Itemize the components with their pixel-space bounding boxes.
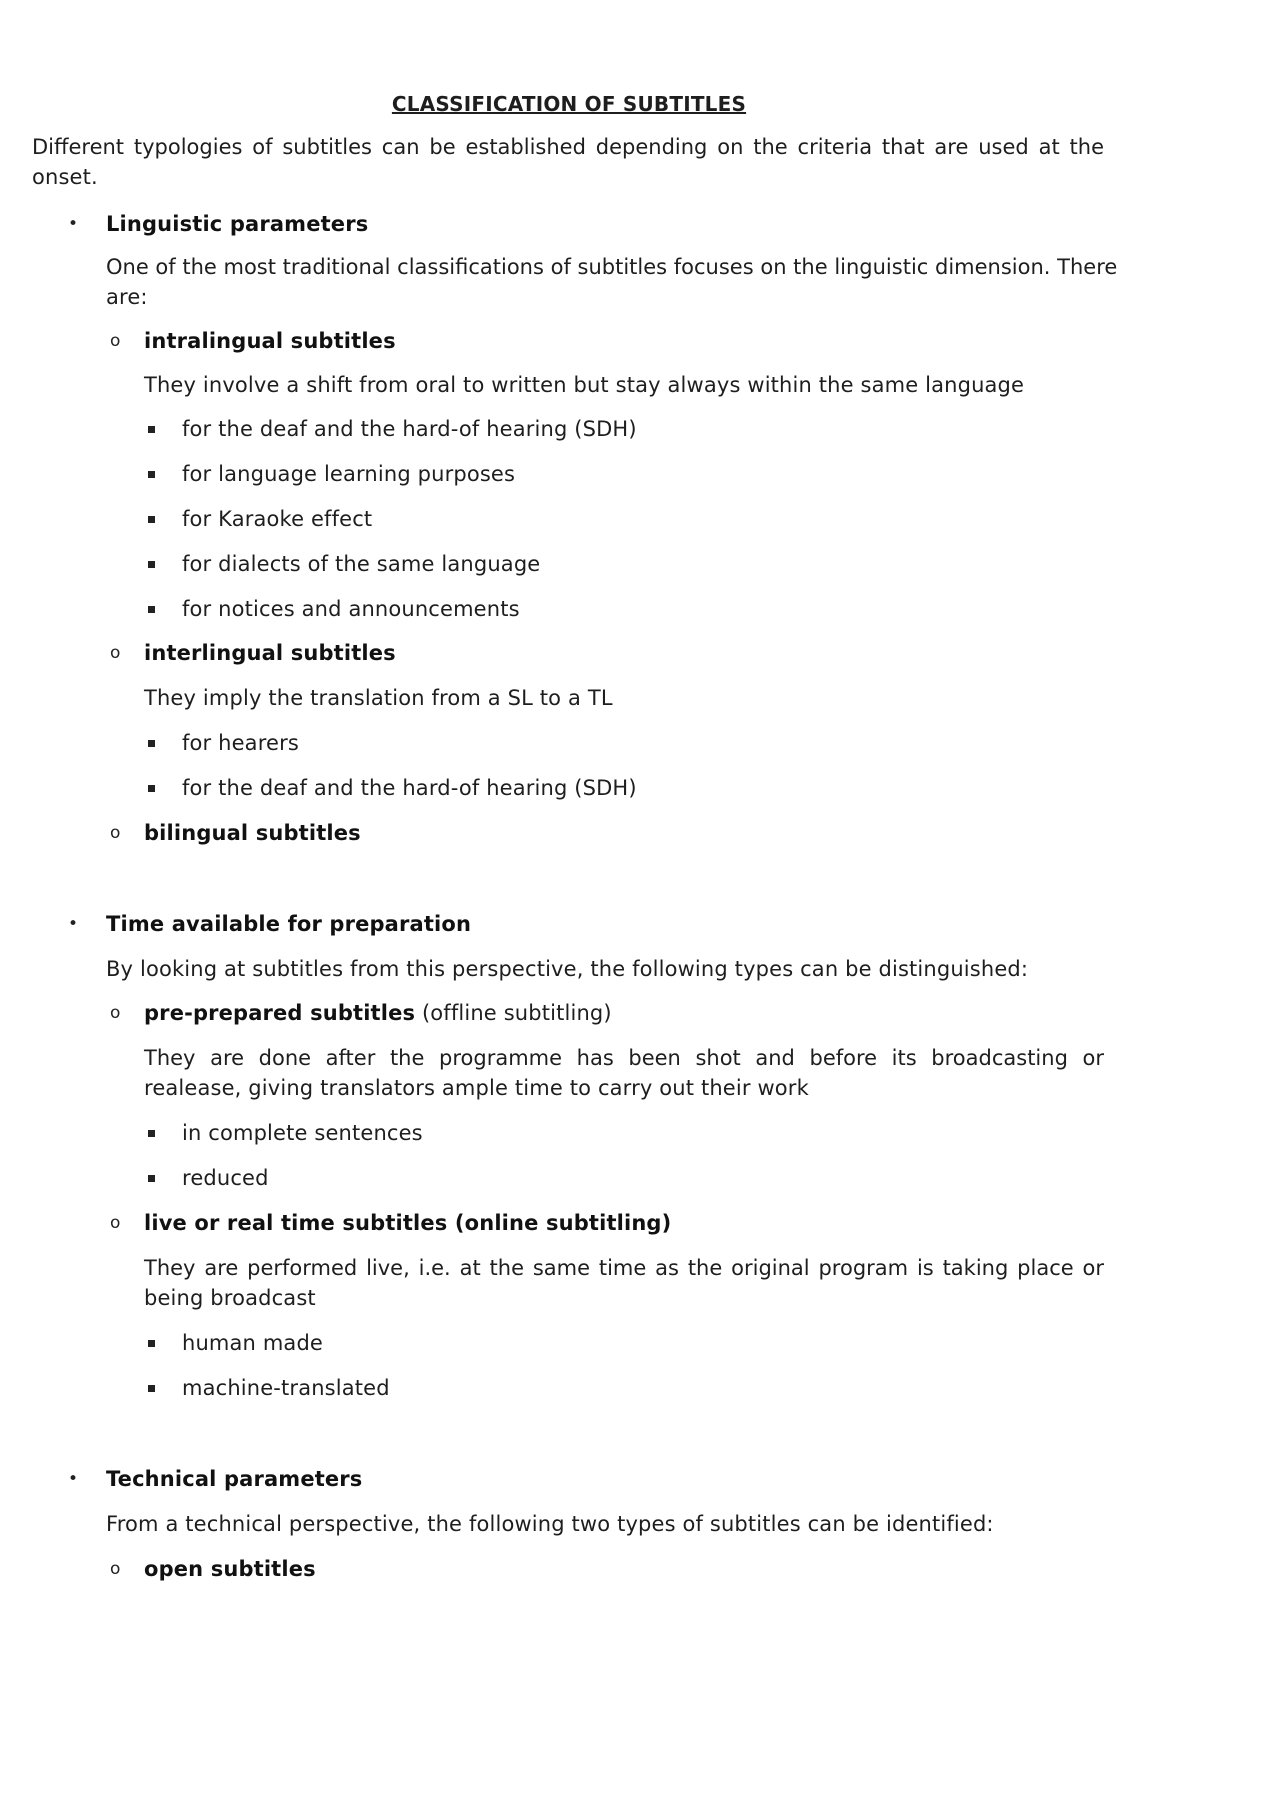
square-bullet (148, 1118, 155, 1148)
list-item: for the deaf and the hard-of hearing (SDH) (182, 776, 637, 800)
sub-description: They imply the translation from a SL to a TL (144, 686, 613, 710)
sub-heading-preprepared (144, 998, 612, 1028)
circle-marker: o (110, 1003, 121, 1023)
list-item: for notices and announcements (182, 597, 520, 621)
list-item: in complete sentences (182, 1121, 423, 1145)
section-intro-line-1: From a technical perspective, the following two types of subtitles can be identified: (106, 1512, 994, 1536)
square-bullet (148, 1328, 155, 1358)
sub-heading-note: (offline subtitling) (421, 1001, 612, 1025)
square-bullet (148, 414, 155, 444)
sub-heading-bilingual: bilingual subtitles (144, 821, 361, 845)
bullet-marker: • (68, 914, 79, 934)
square-bullet (148, 728, 155, 758)
section-intro-line-1: By looking at subtitles from this perspective, the following types can be distinguished: (106, 957, 1029, 981)
sub-heading-open: open subtitles (144, 1557, 316, 1581)
circle-marker: o (110, 1213, 121, 1233)
list-item: for hearers (182, 731, 299, 755)
square-bullet (148, 1163, 155, 1193)
sub-heading-intralingual: intralingual subtitles (144, 329, 396, 353)
section-heading-time: Time available for preparation (106, 912, 472, 936)
circle-marker: o (110, 1559, 121, 1579)
list-item: reduced (182, 1166, 269, 1190)
circle-marker: o (110, 823, 121, 843)
square-bullet (148, 594, 155, 624)
square-bullet (148, 1373, 155, 1403)
list-item: for the deaf and the hard-of hearing (SDH) (182, 417, 637, 441)
square-bullet (148, 504, 155, 534)
square-bullet (148, 773, 155, 803)
intro-line-2: onset. (32, 165, 98, 189)
intro-line-1: Different typologies of subtitles can be established depending on the criteria that are used at the (32, 135, 1104, 159)
bullet-marker: • (68, 214, 79, 234)
section-intro-line-2: are: (106, 285, 148, 309)
list-item: for Karaoke effect (182, 507, 373, 531)
bullet-marker: • (68, 1469, 79, 1489)
sub-description-line-2: being broadcast (144, 1286, 316, 1310)
section-heading-technical: Technical parameters (106, 1467, 363, 1491)
section-intro-line-1: One of the most traditional classifications of subtitles focuses on the linguistic dimension. There (106, 255, 1118, 279)
sub-heading-interlingual: interlingual subtitles (144, 641, 396, 665)
page-title: CLASSIFICATION OF SUBTITLES (391, 92, 747, 116)
sub-heading-live: live or real time subtitles (online subtitling) (144, 1211, 672, 1235)
sub-description: They involve a shift from oral to written but stay always within the same language (144, 373, 1025, 397)
sub-description-line-1: They are done after the programme has been shot and before its broadcasting or (144, 1046, 1104, 1070)
circle-marker: o (110, 643, 121, 663)
square-bullet (148, 549, 155, 579)
list-item: machine-translated (182, 1376, 390, 1400)
section-heading-linguistic: Linguistic parameters (106, 212, 369, 236)
list-item: for language learning purposes (182, 462, 516, 486)
square-bullet (148, 459, 155, 489)
list-item: for dialects of the same language (182, 552, 541, 576)
circle-marker: o (110, 331, 121, 351)
list-item: human made (182, 1331, 324, 1355)
sub-description-line-2: realease, giving translators ample time to carry out their work (144, 1076, 809, 1100)
sub-description-line-1: They are performed live, i.e. at the same time as the original program is taking place or (144, 1256, 1104, 1280)
sub-heading-bold: pre-prepared subtitles (144, 1001, 416, 1025)
